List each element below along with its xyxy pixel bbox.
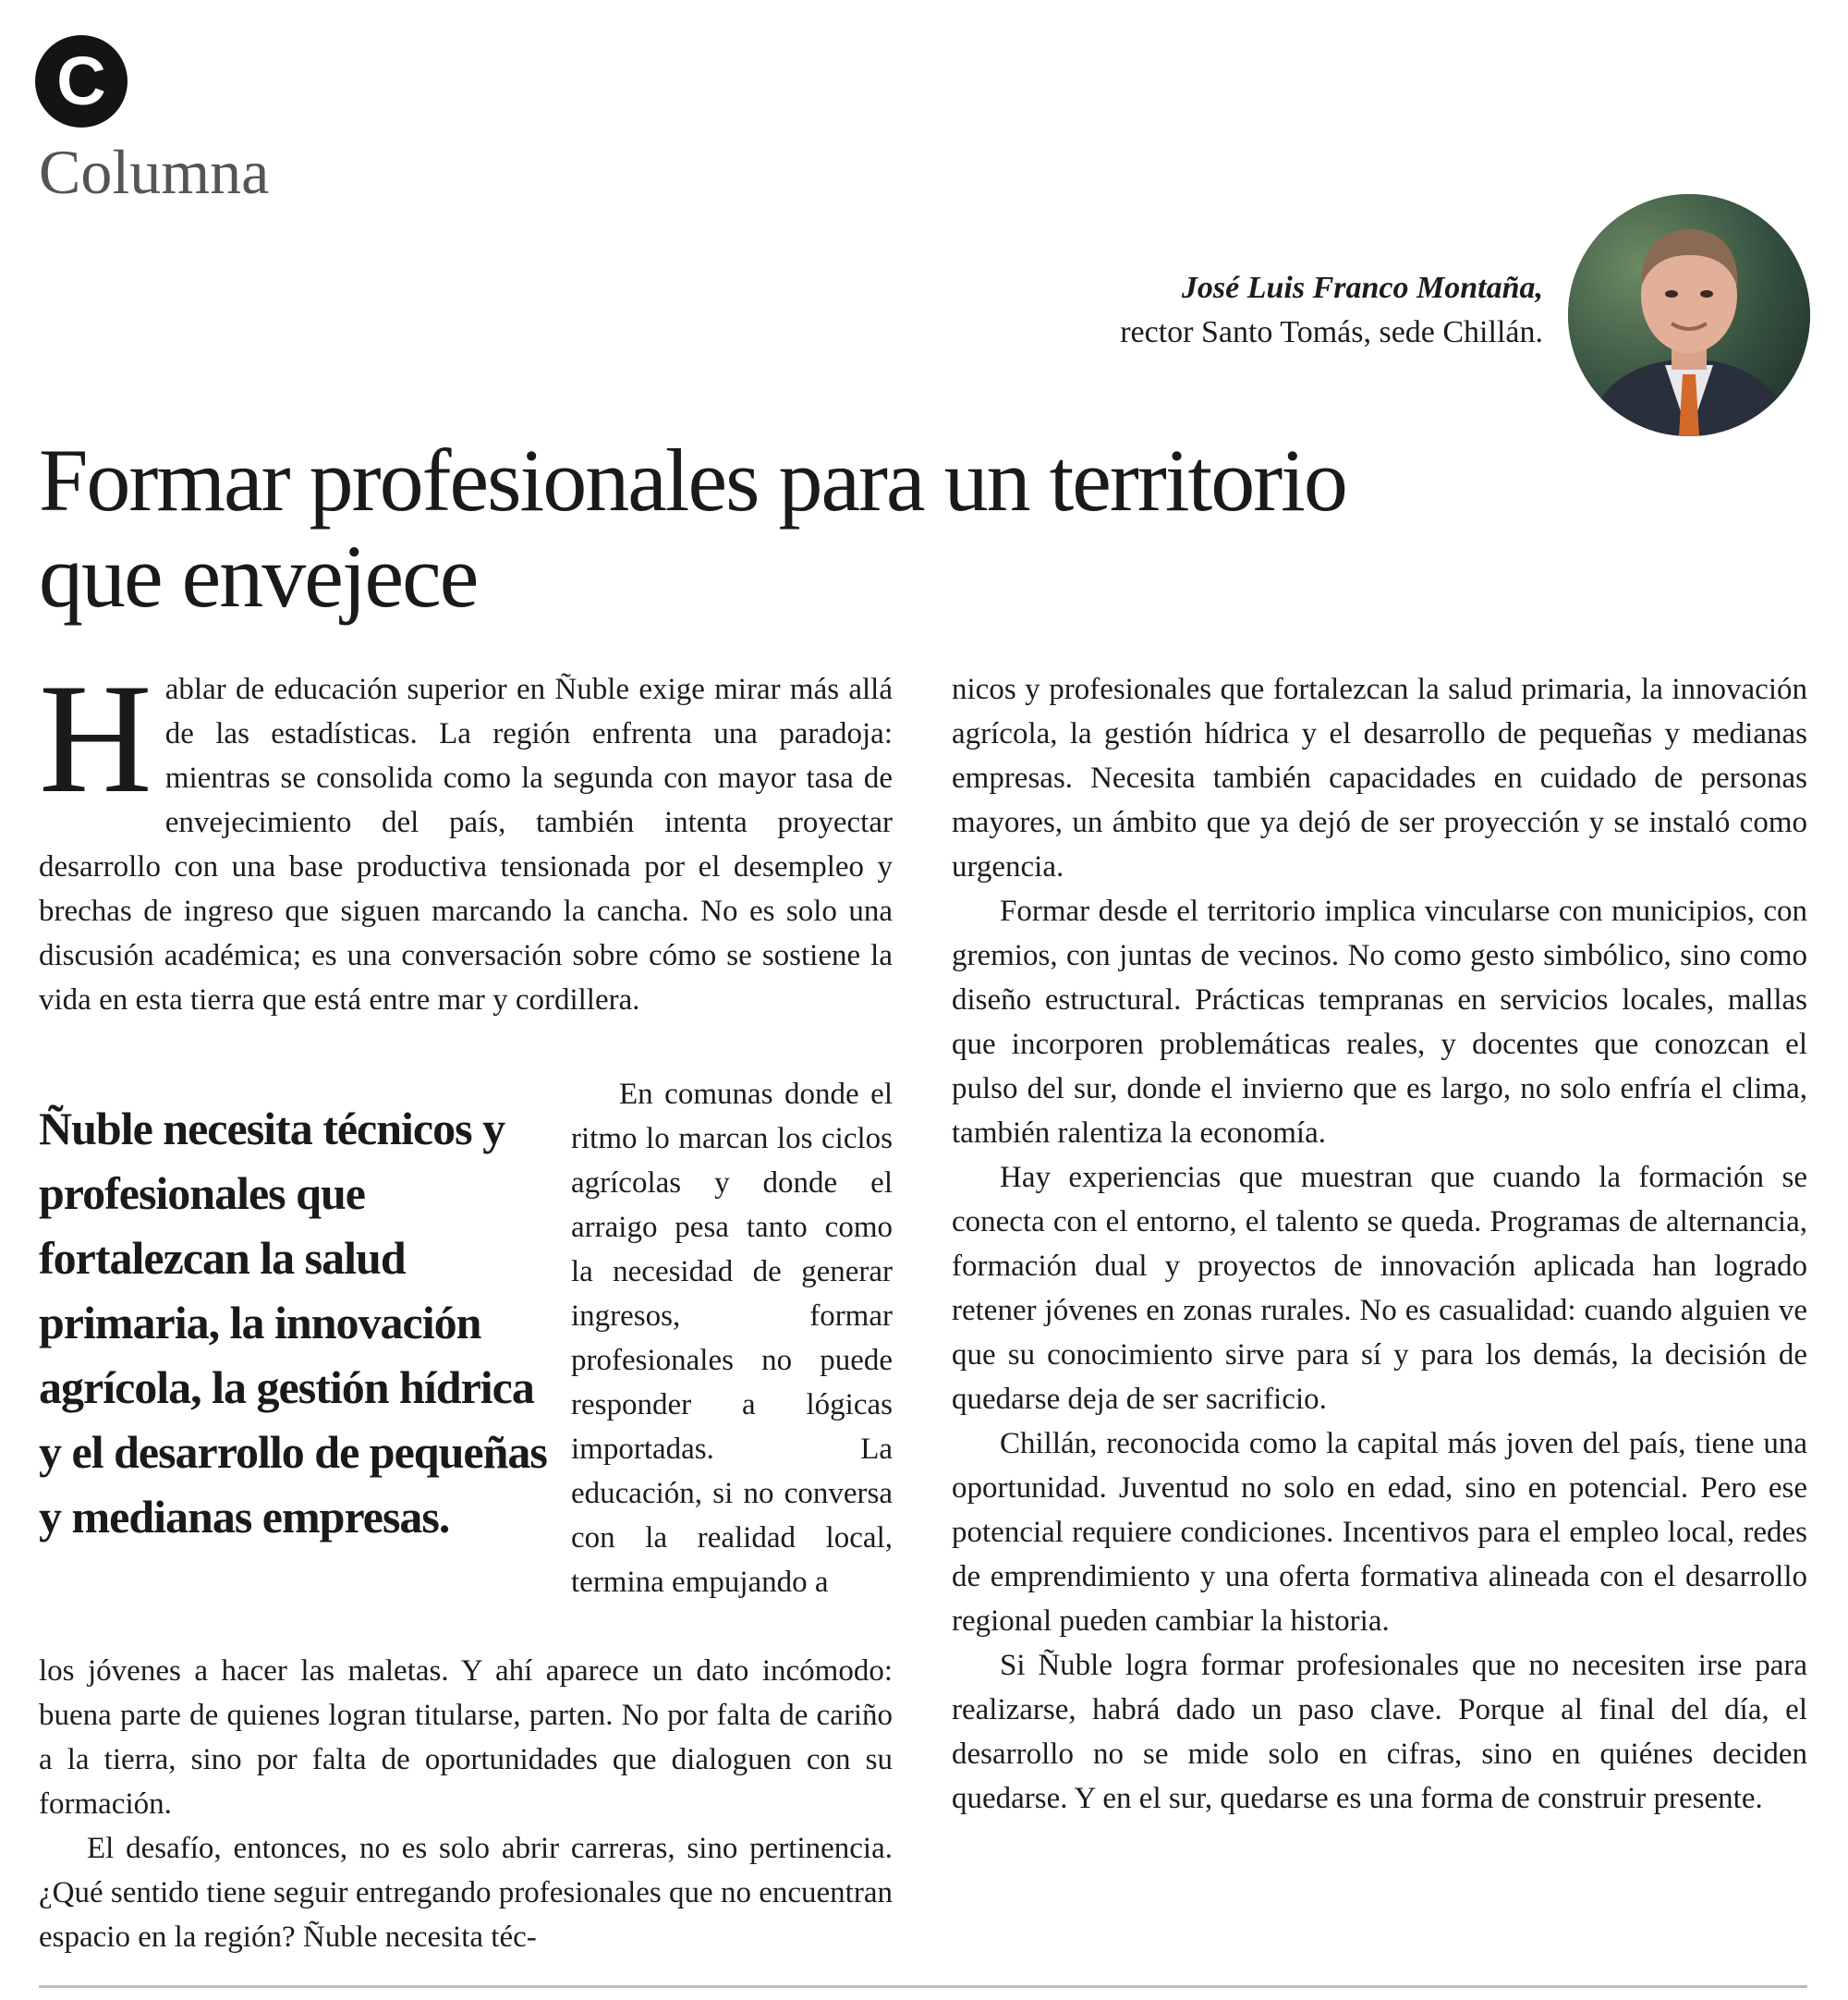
column-logo-icon: C xyxy=(35,35,128,128)
pull-quote: Ñuble necesita técnicos y profesionales que fortalezcan la salud primaria, la innovación agrícola, la gestión hídrica y el desarrollo de pequeñas y medianas empresas. xyxy=(39,1103,547,1543)
continuation-paragraph: los jóvenes a hacer las maletas. Y ahí aparece un dato incómodo: buena parte de quienes logran titularse, parten. No por falta de cariño a la tierra, sino por falta de oportunidades que dialoguen con su formación. xyxy=(39,1654,893,1821)
narrow-column xyxy=(571,1072,893,1604)
right-paragraph-4: Chillán, reconocida como la capital más joven del país, tiene una oportunidad. Juventud no solo en edad, sino en potencial. Pero ese potencial requiere condiciones. Incentivos para el empleo local, redes de emprendimiento y una oferta formativa alineada con el desarrollo regional pueden cambiar la historia. xyxy=(952,1427,1807,1638)
section-label: Columna xyxy=(39,137,270,207)
bottom-divider xyxy=(39,1985,1807,1988)
intro-paragraph: ablar de educación superior en Ñuble exige mirar más allá de las estadísticas. La región enfrenta una paradoja: mientras se consolida como la segunda con mayor tasa de envejecimiento del país, también intenta proyectar desarrollo con una base productiva tensionada por el desempleo y brechas de ingreso que siguen marcando la cancha. No es solo una discusión académica; es una conversación sobre cómo se sostiene la vida en esta tierra que está entre mar y cordillera. xyxy=(39,673,893,1017)
author-portrait-image xyxy=(1568,194,1810,436)
author-name: José Luis Franco Montaña, xyxy=(1181,271,1543,305)
headline: Formar profesionales para un territorio que envejece xyxy=(39,431,1346,626)
author-role: rector Santo Tomás, sede Chillán. xyxy=(1120,315,1543,349)
left-column-bottom xyxy=(39,1649,893,1959)
right-paragraph-2: Formar desde el territorio implica vincularse con municipios, con gremios, con juntas de vecinos. No como gesto simbólico, sino como diseño estructural. Prácticas tempranas en servicios locales, mallas que incorporen problemáticas reales, y docentes que conozcan el pulso del sur, donde el invierno que es largo, no solo enfría el clima, también ralentiza la economía. xyxy=(952,895,1807,1150)
dropcap: H xyxy=(39,652,152,825)
right-paragraph-3: Hay experiencias que muestran que cuando la formación se conecta con el entorno, el talento se queda. Programas de alternancia, formación dual y proyectos de innovación aplicada han logrado retener jóvenes en zonas rurales. No es casualidad: cuando alguien ve que su conocimiento sirve para sí y para los demás, la decisión de quedarse deja de ser sacrificio. xyxy=(952,1161,1807,1416)
byline xyxy=(896,266,1543,355)
right-paragraph-1: nicos y profesionales que fortalezcan la salud primaria, la innovación agrícola, la gestión hídrica y el desarrollo de pequeñas y medianas empresas. Necesita también capacidades en cuidado de personas mayores, un ámbito que ya dejó de ser proyección y se instaló como urgencia. xyxy=(952,673,1807,884)
intro-block xyxy=(39,652,893,1022)
author-portrait xyxy=(1568,194,1810,436)
challenge-paragraph: El desafío, entonces, no es solo abrir carreras, sino pertinencia. ¿Qué sentido tiene seguir entregando profesionales que no encuentran espacio en la región? Ñuble necesita téc- xyxy=(39,1832,893,1954)
narrow-paragraph: En comunas donde el ritmo lo marcan los ciclos agrícolas y donde el arraigo pesa tanto como la necesidad de generar ingresos, formar profesionales no puede responder a lógicas importadas. La educación, si no conversa con la realidad local, termina empujando a xyxy=(571,1078,893,1599)
right-column xyxy=(952,667,1807,1821)
right-paragraph-5: Si Ñuble logra formar profesionales que no necesiten irse para realizarse, habrá dado un paso clave. Porque al final del día, el desarrollo no se mide solo en cifras, sino en quiénes deciden quedarse. Y en el sur, quedarse es una forma de construir presente. xyxy=(952,1649,1807,1815)
